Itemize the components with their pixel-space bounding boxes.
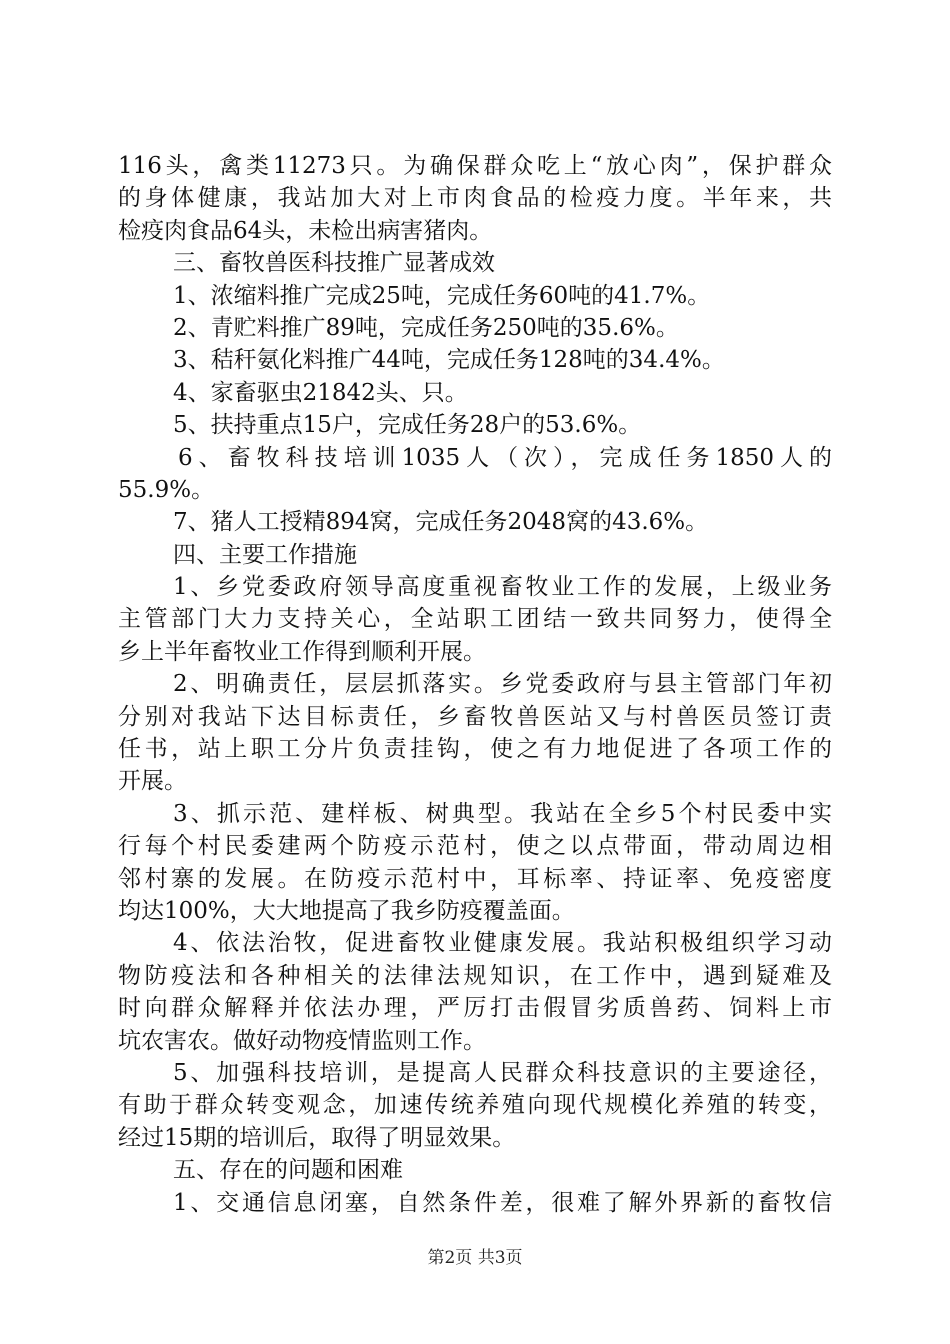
body-line: 主管部门大力支持关心，全站职工团结一致共同努力，使得全 xyxy=(118,606,832,633)
body-line: 55.9%。 xyxy=(118,476,215,503)
body-line: 4、依法治牧，促进畜牧业健康发展。我站积极组织学习动 xyxy=(173,930,832,957)
body-line: 1、交通信息闭塞，自然条件差，很难了解外界新的畜牧信 xyxy=(173,1189,832,1216)
body-line: 物防疫法和各种相关的法律法规知识，在工作中，遇到疑难及 xyxy=(118,962,832,989)
body-line: 的身体健康，我站加大对上市肉食品的检疫力度。半年来，共 xyxy=(118,185,832,212)
body-line: 行每个村民委建两个防疫示范村，使之以点带面，带动周边相 xyxy=(118,833,832,860)
body-line: 2、青贮料推广89吨，完成任务250吨的35.6%。 xyxy=(173,314,679,341)
body-line: 坑农害农。做好动物疫情监则工作。 xyxy=(118,1027,486,1054)
body-line: 3、秸秆氨化料推广44吨，完成任务128吨的34.4%。 xyxy=(173,347,725,374)
body-line: 5、加强科技培训，是提高人民群众科技意识的主要途径， xyxy=(173,1059,832,1086)
document-body xyxy=(118,150,832,1219)
body-line: 检疫肉食品64头，未检出病害猪肉。 xyxy=(118,217,493,244)
body-line: 4、家畜驱虫21842头、只。 xyxy=(173,379,468,406)
page-number-footer: 第2页 共3页 xyxy=(427,1248,523,1268)
body-line: 均达100%，大大地提高了我乡防疫覆盖面。 xyxy=(118,897,575,924)
body-line: 1、浓缩料推广完成25吨，完成任务60吨的41.7%。 xyxy=(173,282,711,309)
body-line: 时向群众解释并依法办理，严厉打击假冒劣质兽药、饲料上市 xyxy=(118,995,832,1022)
body-line: 5、扶持重点15户，完成任务28户的53.6%。 xyxy=(173,412,642,439)
body-line: 7、猪人工授精894窝，完成任务2048窝的43.6%。 xyxy=(173,509,709,536)
section-heading: 四、主要工作措施 xyxy=(173,541,357,568)
body-line: 3、抓示范、建样板、树典型。我站在全乡5个村民委中实 xyxy=(173,800,832,827)
body-line: 邻村寨的发展。在防疫示范村中，耳标率、持证率、免疫密度 xyxy=(118,865,832,892)
body-line: 116头，禽类11273只。为确保群众吃上“放心肉”，保护群众 xyxy=(118,153,832,179)
body-line: 开展。 xyxy=(118,768,187,795)
section-heading: 三、畜牧兽医科技推广显著成效 xyxy=(173,250,495,277)
body-line: 6、畜牧科技培训1035人（次），完成任务1850人的 xyxy=(178,444,832,471)
body-line: 任书，站上职工分片负责挂钩，使之有力地促进了各项工作的 xyxy=(118,736,832,763)
body-line: 2、明确责任，层层抓落实。乡党委政府与县主管部门年初 xyxy=(173,671,832,698)
body-line: 经过15期的培训后，取得了明显效果。 xyxy=(118,1124,516,1151)
body-line: 1、乡党委政府领导高度重视畜牧业工作的发展，上级业务 xyxy=(173,574,832,601)
body-line: 有助于群众转变观念，加速传统养殖向现代规模化养殖的转变， xyxy=(118,1092,832,1119)
section-heading: 五、存在的问题和困难 xyxy=(173,1157,403,1184)
body-line: 分别对我站下达目标责任，乡畜牧兽医站又与村兽医员签订责 xyxy=(118,703,832,730)
body-line: 乡上半年畜牧业工作得到顺利开展。 xyxy=(118,638,486,665)
